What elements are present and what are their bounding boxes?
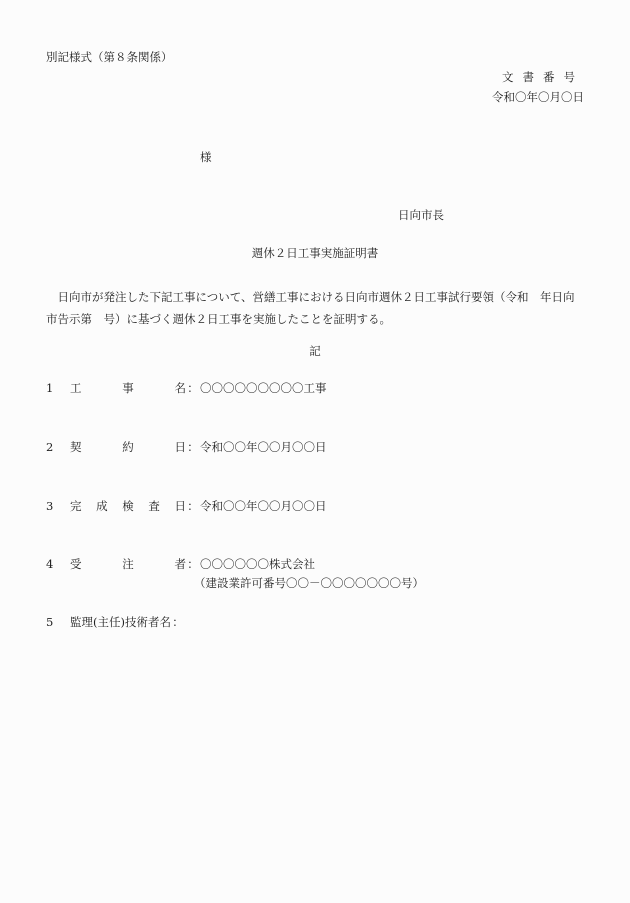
colon: ：: [187, 381, 199, 395]
paragraph-line-2: 市告示第 号）に基づく週休２日工事を実施したことを証明する。: [46, 312, 391, 326]
item-contractor: [46, 559, 315, 571]
item-label: 受 注 者: [70, 557, 186, 571]
form-label: 別記様式（第８条関係）: [46, 50, 173, 64]
item-label: 監理(主任)技術者名: [70, 615, 171, 629]
issuer-name: 日向市長: [398, 208, 444, 222]
colon: ：: [187, 499, 199, 513]
item-number: 1: [46, 381, 54, 395]
document-date: 令和〇年〇月〇日: [492, 90, 584, 104]
item-label: 工 事 名: [70, 381, 186, 395]
item-value: 〇〇〇〇〇〇株式会社: [200, 557, 315, 571]
item-label: 完 成 検 査 日: [70, 499, 186, 513]
item-number: 5: [46, 615, 54, 629]
item-number: 4: [46, 557, 54, 571]
document-number: 文書番号: [502, 70, 584, 84]
paragraph-line-1: 日向市が発注した下記工事について、営繕工事における日向市週休２日工事試行要領（令和 年日向: [46, 290, 575, 304]
item-supervising-engineer: [46, 617, 185, 629]
item-number: 3: [46, 499, 54, 513]
construction-license-number: （建設業許可番号〇〇－〇〇〇〇〇〇〇号）: [194, 576, 424, 590]
item-value: 〇〇〇〇〇〇〇〇〇工事: [200, 381, 327, 395]
item-contract-date: [46, 442, 327, 454]
item-completion-inspection-date: [46, 501, 327, 513]
item-value: 令和〇〇年〇〇月〇〇日: [200, 499, 327, 513]
document-title: 週休２日工事実施証明書: [251, 246, 379, 260]
item-value: 令和〇〇年〇〇月〇〇日: [200, 440, 327, 454]
item-label: 契 約 日: [70, 440, 186, 454]
colon: ：: [172, 615, 184, 629]
colon: ：: [187, 557, 199, 571]
addressee-honorific: 様: [200, 150, 212, 164]
item-number: 2: [46, 440, 54, 454]
colon: ：: [187, 440, 199, 454]
item-construction-name: [46, 383, 327, 395]
ki-heading: 記: [309, 344, 321, 358]
certification-paragraph: [46, 286, 586, 330]
